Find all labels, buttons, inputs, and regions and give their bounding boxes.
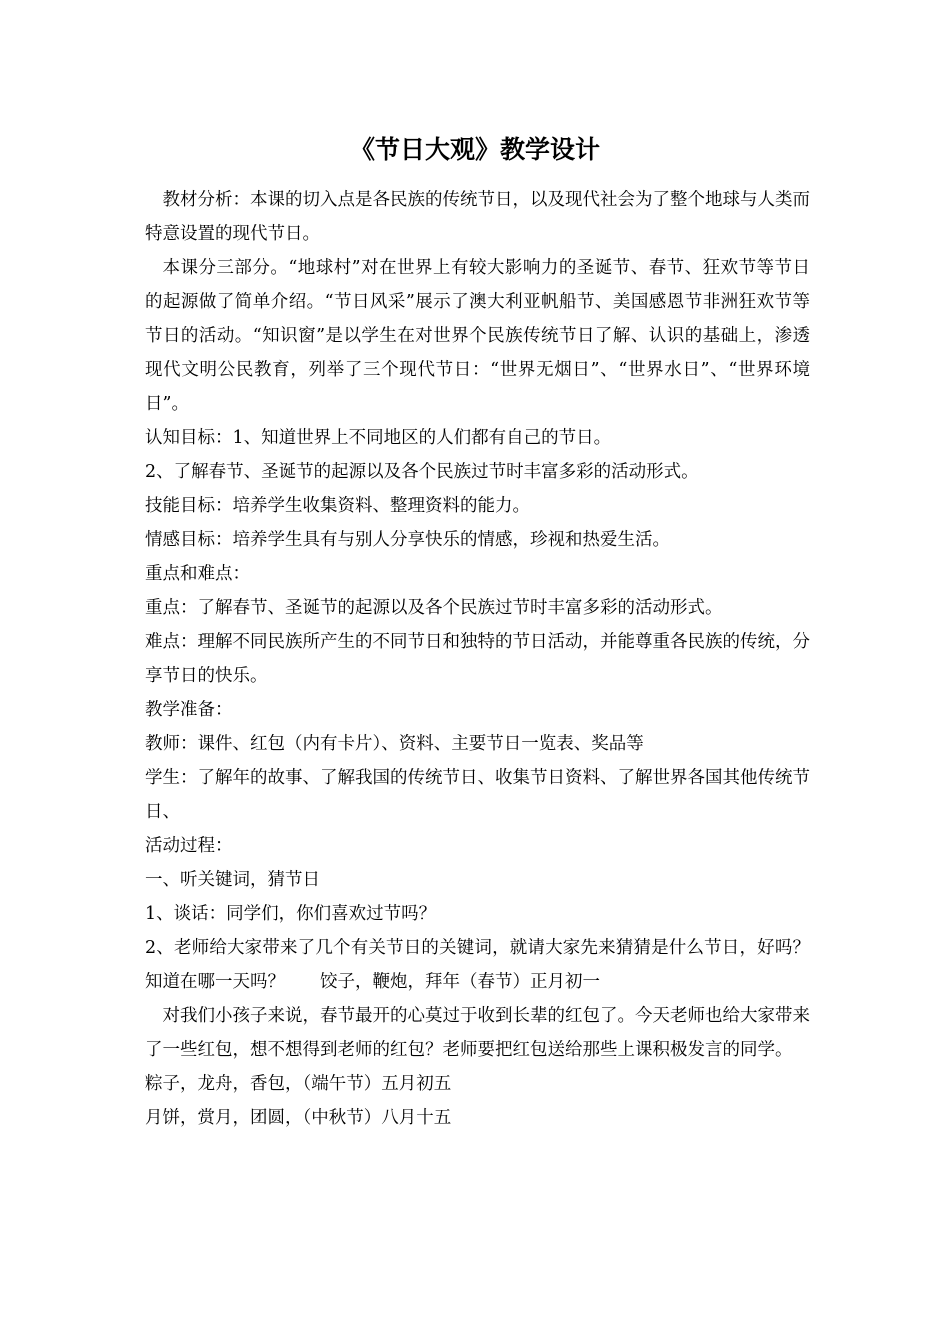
paragraph-activity-one: 一、听关键词，猜节日	[145, 870, 320, 890]
paragraph-keywords: 2、老师给大家带来了几个有关节日的关键词，就请大家先来猜猜是什么节日，好吗？知道在哪一天吗？ 饺子，鞭炮，拜年（春节）正月初一	[145, 938, 810, 992]
paragraph-teacher-preparation: 教师：课件、红包（内有卡片）、资料、主要节日一览表、奖品等	[145, 734, 644, 754]
paragraph-key-difficult-heading: 重点和难点：	[145, 564, 250, 584]
paragraph-difficult-point: 难点：理解不同民族所产生的不同节日和独特的节日活动，并能尊重各民族的传统，分享节日的快乐。	[145, 632, 810, 686]
paragraph-mid-autumn: 月饼，赏月，团圆，（中秋节）八月十五	[145, 1108, 452, 1128]
paragraph-material-analysis: 教材分析：本课的切入点是各民族的传统节日，以及现代社会为了整个地球与人类而特意设置的现代节日。	[145, 190, 810, 244]
paragraph-talk: 1、谈话：同学们，你们喜欢过节吗？	[145, 904, 437, 924]
document-body	[145, 183, 810, 1135]
paragraph-lesson-structure: 本课分三部分。“地球村”对在世界上有较大影响力的圣诞节、春节、狂欢节等节日的起源做了简单介绍。“节日风采”展示了澳大利亚帆船节、美国感恩节非洲狂欢节等节日的活动。“知识窗”是以学生在对世界个民族传统节日了解、认识的基础上，渗透现代文明公民教育，列举了三个现代节日：“世界无烟日”、“世界水日”、“世界环境日”。	[145, 258, 810, 414]
paragraph-cognitive-goal: 认知目标：1、知道世界上不同地区的人们都有自己的节日。	[145, 428, 612, 448]
document-title: 《节日大观》教学设计	[349, 135, 600, 164]
paragraph-activity-heading: 活动过程：	[145, 836, 233, 856]
paragraph-key-point: 重点：了解春节、圣诞节的起源以及各个民族过节时丰富多彩的活动形式。	[145, 598, 723, 618]
paragraph-student-preparation: 学生：了解年的故事、了解我国的传统节日、收集节日资料、了解世界各国其他传统节日、	[145, 768, 810, 822]
paragraph-red-envelope: 对我们小孩子来说，春节最开的心莫过于收到长辈的红包了。今天老师也给大家带来了一些红包，想不想得到老师的红包？老师要把红包送给那些上课积极发言的同学。	[145, 1006, 810, 1060]
paragraph-cognitive-goal-2: 2、了解春节、圣诞节的起源以及各个民族过节时丰富多彩的活动形式。	[145, 462, 699, 482]
paragraph-dragon-boat: 粽子，龙舟，香包，（端午节）五月初五	[145, 1074, 452, 1094]
paragraph-skill-goal: 技能目标：培养学生收集资料、整理资料的能力。	[145, 496, 530, 516]
paragraph-preparation-heading: 教学准备：	[145, 700, 233, 720]
paragraph-emotion-goal: 情感目标：培养学生具有与别人分享快乐的情感，珍视和热爱生活。	[145, 530, 670, 550]
